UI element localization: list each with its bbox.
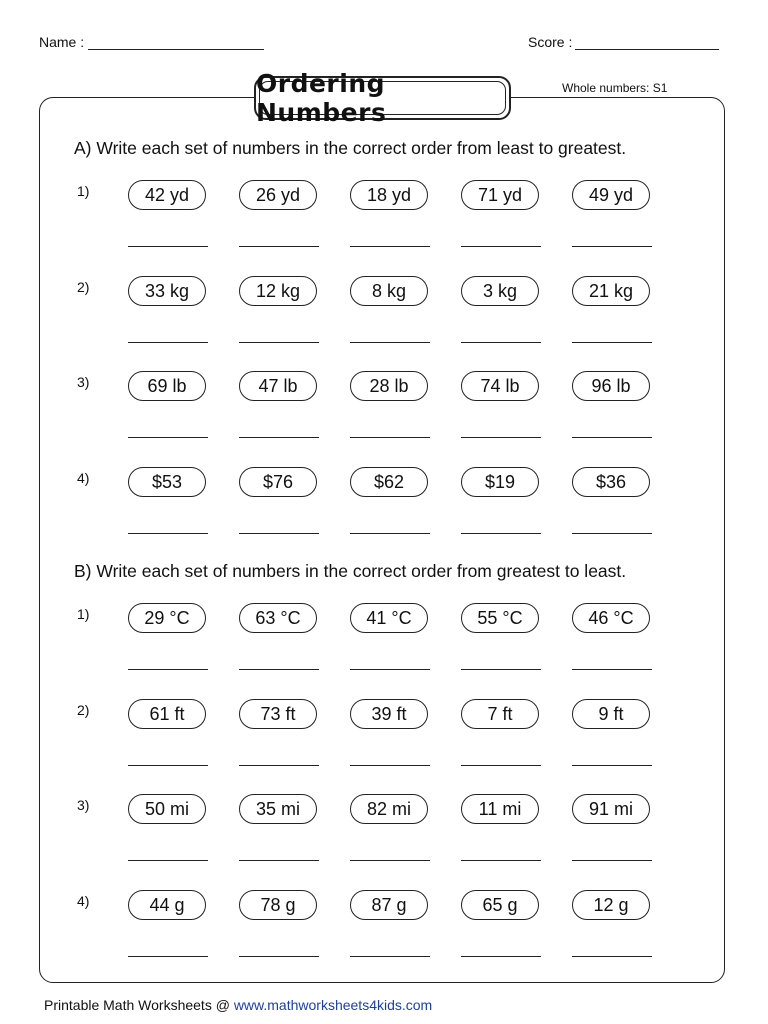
number-pill: $53 [128, 467, 206, 497]
name-line[interactable] [88, 49, 264, 50]
number-pill: 7 ft [461, 699, 539, 729]
number-pill: 96 lb [572, 371, 650, 401]
answer-line[interactable] [350, 533, 430, 534]
footer-text: Printable Math Worksheets @ [44, 997, 234, 1013]
answer-line[interactable] [128, 246, 208, 247]
number-pill: 44 g [128, 890, 206, 920]
number-pill: 9 ft [572, 699, 650, 729]
answer-line[interactable] [461, 342, 541, 343]
number-pill: 3 kg [461, 276, 539, 306]
number-pill: 74 lb [461, 371, 539, 401]
page-title: Ordering Numbers [256, 69, 387, 127]
number-pill: 50 mi [128, 794, 206, 824]
answer-line[interactable] [239, 669, 319, 670]
section-instruction: B) Write each set of numbers in the correct order from greatest to least. [74, 561, 627, 581]
score-label: Score : [528, 34, 573, 50]
score-line[interactable] [575, 49, 719, 50]
answer-line[interactable] [350, 246, 430, 247]
footer-link[interactable]: www.mathworksheets4kids.com [233, 997, 433, 1013]
problem-number: 1) [77, 183, 90, 199]
answer-line[interactable] [461, 669, 541, 670]
number-pill: 47 lb [239, 371, 317, 401]
answer-line[interactable] [239, 956, 319, 957]
answer-line[interactable] [239, 860, 319, 861]
answer-line[interactable] [350, 860, 430, 861]
number-pill: 82 mi [350, 794, 428, 824]
answer-line[interactable] [461, 437, 541, 438]
number-pill: 11 mi [461, 794, 539, 824]
answer-line[interactable] [128, 956, 208, 957]
number-pill: $76 [239, 467, 317, 497]
number-pill: 28 lb [350, 371, 428, 401]
answer-line[interactable] [572, 246, 652, 247]
number-pill: 29 °C [128, 603, 206, 633]
number-pill: 33 kg [128, 276, 206, 306]
number-pill: 46 °C [572, 603, 650, 633]
answer-line[interactable] [572, 342, 652, 343]
number-pill: 73 ft [239, 699, 317, 729]
answer-line[interactable] [350, 342, 430, 343]
number-pill: 91 mi [572, 794, 650, 824]
footer [44, 997, 432, 1013]
answer-line[interactable] [572, 956, 652, 957]
answer-line[interactable] [239, 533, 319, 534]
number-pill: 41 °C [350, 603, 428, 633]
number-pill: 26 yd [239, 180, 317, 210]
number-pill: 49 yd [572, 180, 650, 210]
main-frame [39, 97, 725, 983]
answer-line[interactable] [350, 437, 430, 438]
number-pill: $62 [350, 467, 428, 497]
problem-number: 1) [77, 606, 90, 622]
number-pill: $19 [461, 467, 539, 497]
subtitle: Whole numbers: S1 [562, 81, 668, 95]
answer-line[interactable] [572, 533, 652, 534]
number-pill: 39 ft [350, 699, 428, 729]
number-pill: 21 kg [572, 276, 650, 306]
answer-line[interactable] [128, 669, 208, 670]
number-pill: 8 kg [350, 276, 428, 306]
title-box [254, 69, 511, 127]
name-label: Name : [39, 34, 85, 50]
answer-line[interactable] [239, 765, 319, 766]
answer-line[interactable] [128, 765, 208, 766]
answer-line[interactable] [461, 860, 541, 861]
answer-line[interactable] [461, 246, 541, 247]
problem-number: 4) [77, 470, 90, 486]
answer-line[interactable] [572, 437, 652, 438]
answer-line[interactable] [572, 765, 652, 766]
answer-line[interactable] [128, 437, 208, 438]
number-pill: 61 ft [128, 699, 206, 729]
answer-line[interactable] [461, 765, 541, 766]
problem-number: 3) [77, 374, 90, 390]
number-pill: 71 yd [461, 180, 539, 210]
number-pill: 55 °C [461, 603, 539, 633]
answer-line[interactable] [128, 860, 208, 861]
number-pill: 78 g [239, 890, 317, 920]
number-pill: 12 kg [239, 276, 317, 306]
section-instruction: A) Write each set of numbers in the correct order from least to greatest. [74, 138, 627, 158]
answer-line[interactable] [350, 765, 430, 766]
answer-line[interactable] [128, 342, 208, 343]
answer-line[interactable] [350, 956, 430, 957]
problem-number: 3) [77, 797, 90, 813]
answer-line[interactable] [239, 342, 319, 343]
answer-line[interactable] [572, 669, 652, 670]
number-pill: 12 g [572, 890, 650, 920]
answer-line[interactable] [350, 669, 430, 670]
answer-line[interactable] [239, 437, 319, 438]
number-pill: 35 mi [239, 794, 317, 824]
problem-number: 4) [77, 893, 90, 909]
number-pill: $36 [572, 467, 650, 497]
answer-line[interactable] [572, 860, 652, 861]
number-pill: 87 g [350, 890, 428, 920]
answer-line[interactable] [128, 533, 208, 534]
number-pill: 42 yd [128, 180, 206, 210]
number-pill: 65 g [461, 890, 539, 920]
answer-line[interactable] [461, 956, 541, 957]
problem-number: 2) [77, 702, 90, 718]
number-pill: 63 °C [239, 603, 317, 633]
number-pill: 18 yd [350, 180, 428, 210]
number-pill: 69 lb [128, 371, 206, 401]
answer-line[interactable] [461, 533, 541, 534]
answer-line[interactable] [239, 246, 319, 247]
problem-number: 2) [77, 279, 90, 295]
